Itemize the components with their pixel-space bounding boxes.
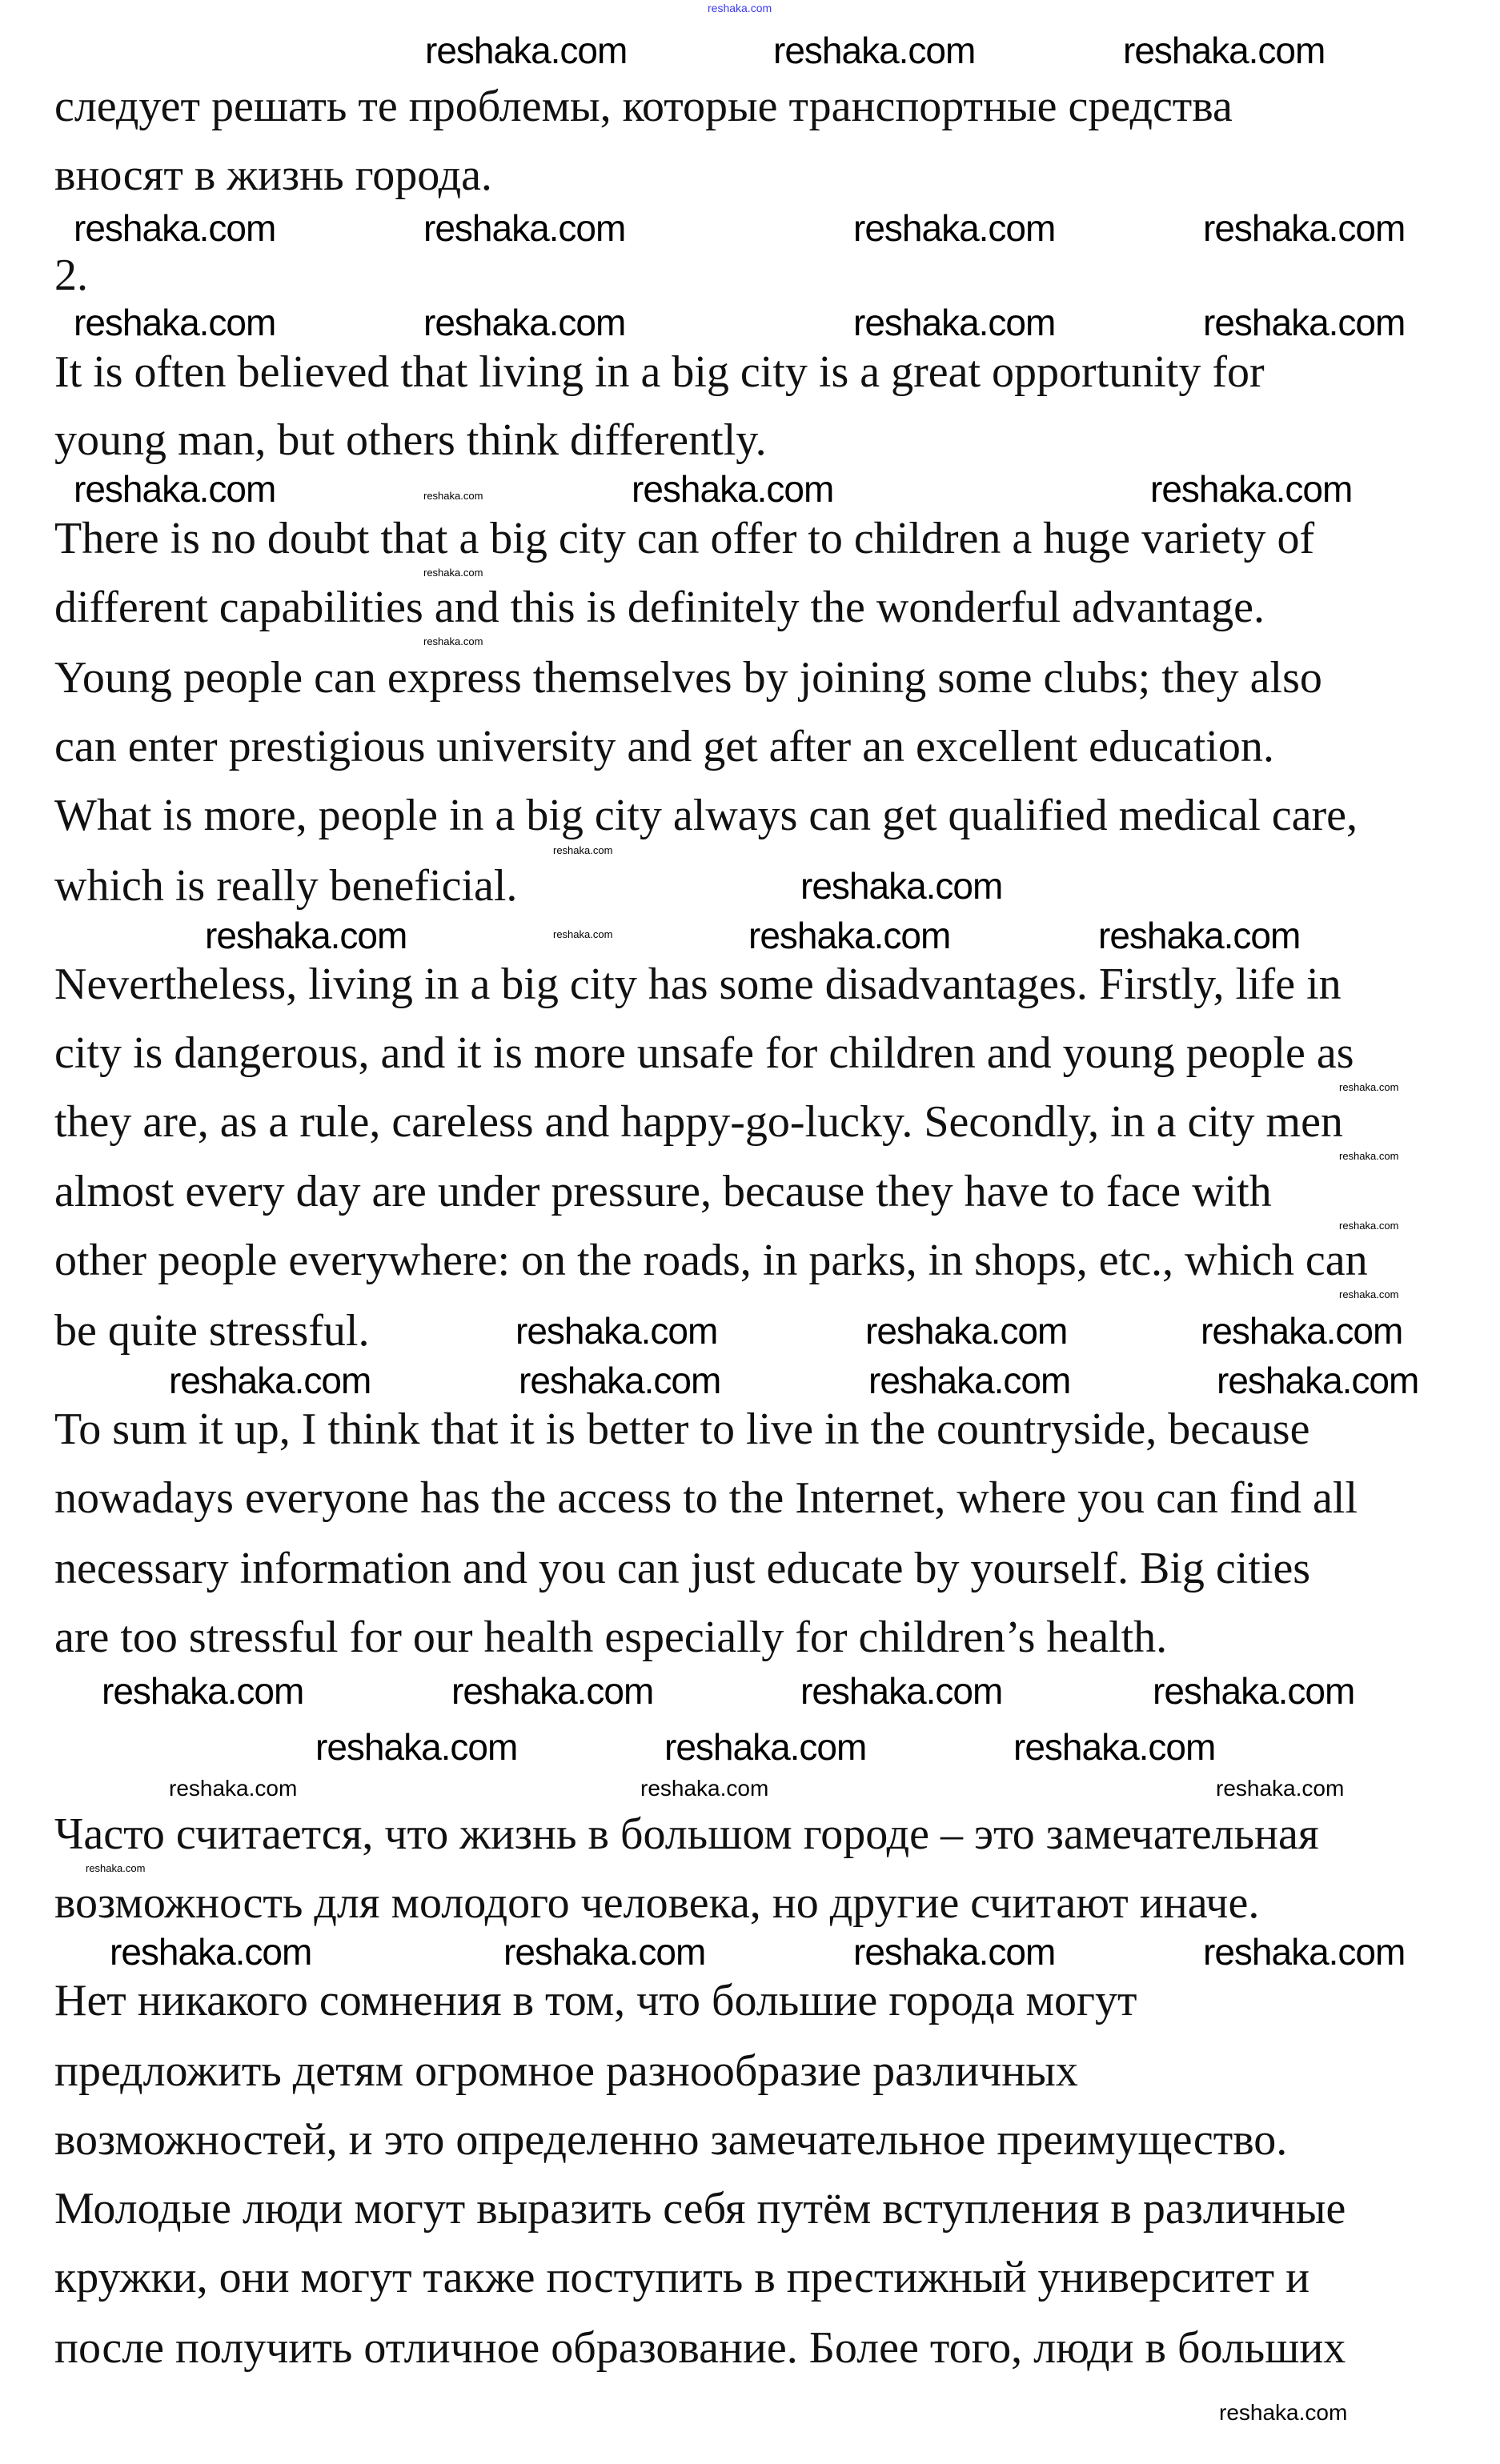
text-line: после получить отличное образование. Более того, люди в больших xyxy=(54,2323,1346,2373)
text-line: other people everywhere: on the roads, in parks, in shops, etc., which can xyxy=(54,1236,1368,1285)
text-line: возможностей, и это определенно замечательное преимущество. xyxy=(54,2115,1288,2165)
watermark: reshaka.com xyxy=(169,1776,298,1801)
watermark: reshaka.com xyxy=(503,1931,706,1973)
text-line: Нет никакого сомнения в том, что большие города могут xyxy=(54,1976,1137,2025)
watermark: reshaka.com xyxy=(1203,1931,1406,1973)
text-line: There is no doubt that a big city can offer to children a huge variety of xyxy=(54,514,1315,563)
text-line: can enter prestigious university and get after an excellent education. xyxy=(54,722,1274,771)
watermark: reshaka.com xyxy=(1219,2400,1348,2425)
watermark: reshaka.com xyxy=(1201,1310,1403,1352)
text-line: which is really beneficial. xyxy=(54,861,518,911)
header-watermark: reshaka.com xyxy=(708,2,772,14)
watermark: reshaka.com xyxy=(102,1670,304,1712)
text-line: different capabilities and this is definitely the wonderful advantage. xyxy=(54,583,1265,632)
text-line: city is dangerous, and it is more unsafe for children and young people as xyxy=(54,1028,1354,1078)
watermark: reshaka.com xyxy=(423,490,483,502)
watermark: reshaka.com xyxy=(515,1310,718,1352)
watermark: reshaka.com xyxy=(74,207,276,249)
watermark: reshaka.com xyxy=(1203,302,1406,343)
watermark: reshaka.com xyxy=(1216,1776,1345,1801)
text-line: Молодые люди могут выразить себя путём вступления в различные xyxy=(54,2184,1346,2234)
watermark: reshaka.com xyxy=(853,1931,1056,1973)
text-line: Часто считается, что жизнь в большом городе – это замечательная xyxy=(54,1809,1319,1859)
text-line: nowadays everyone has the access to the Internet, where you can find all xyxy=(54,1473,1358,1523)
watermark: reshaka.com xyxy=(553,844,613,856)
watermark: reshaka.com xyxy=(1123,30,1326,71)
watermark: reshaka.com xyxy=(853,302,1056,343)
text-line: be quite stressful. xyxy=(54,1306,370,1356)
watermark: reshaka.com xyxy=(748,915,951,956)
watermark: reshaka.com xyxy=(423,635,483,647)
watermark: reshaka.com xyxy=(640,1776,769,1801)
text-line: necessary information and you can just educate by yourself. Big cities xyxy=(54,1544,1311,1593)
watermark: reshaka.com xyxy=(1217,1360,1419,1401)
watermark: reshaka.com xyxy=(74,468,276,510)
watermark: reshaka.com xyxy=(1339,1150,1399,1162)
text-line: вносят в жизнь города. xyxy=(54,150,492,200)
text-line: предложить детям огромное разнообразие различных xyxy=(54,2046,1078,2096)
watermark: reshaka.com xyxy=(425,30,628,71)
text-line: Young people can express themselves by joining some clubs; they also xyxy=(54,653,1322,703)
section-number: 2. xyxy=(54,250,88,300)
text-line: Nevertheless, living in a big city has some disadvantages. Firstly, life in xyxy=(54,960,1342,1009)
watermark: reshaka.com xyxy=(423,302,626,343)
text-line: It is often believed that living in a big city is a great opportunity for xyxy=(54,347,1265,397)
watermark: reshaka.com xyxy=(1339,1081,1399,1093)
text-line: almost every day are under pressure, because they have to face with xyxy=(54,1167,1272,1216)
watermark: reshaka.com xyxy=(1339,1220,1399,1232)
watermark: reshaka.com xyxy=(1203,207,1406,249)
watermark: reshaka.com xyxy=(1339,1288,1399,1300)
watermark: reshaka.com xyxy=(1013,1726,1216,1768)
watermark: reshaka.com xyxy=(800,1670,1003,1712)
watermark: reshaka.com xyxy=(315,1726,518,1768)
watermark: reshaka.com xyxy=(110,1931,312,1973)
watermark: reshaka.com xyxy=(865,1310,1068,1352)
text-line: To sum it up, I think that it is better to live in the countryside, because xyxy=(54,1404,1310,1454)
watermark: reshaka.com xyxy=(423,207,626,249)
watermark: reshaka.com xyxy=(423,567,483,579)
watermark: reshaka.com xyxy=(451,1670,654,1712)
text-line: следует решать те проблемы, которые транспортные средства xyxy=(54,82,1233,131)
watermark: reshaka.com xyxy=(664,1726,867,1768)
watermark: reshaka.com xyxy=(519,1360,721,1401)
watermark: reshaka.com xyxy=(773,30,976,71)
text-line: young man, but others think differently. xyxy=(54,415,767,465)
watermark: reshaka.com xyxy=(1153,1670,1355,1712)
watermark: reshaka.com xyxy=(553,928,613,940)
text-line: What is more, people in a big city always can get qualified medical care, xyxy=(54,791,1358,840)
watermark: reshaka.com xyxy=(853,207,1056,249)
watermark: reshaka.com xyxy=(86,1862,146,1874)
text-line: they are, as a rule, careless and happy-go-lucky. Secondly, in a city men xyxy=(54,1097,1343,1147)
watermark: reshaka.com xyxy=(1150,468,1353,510)
watermark: reshaka.com xyxy=(800,865,1003,907)
watermark: reshaka.com xyxy=(632,468,834,510)
watermark: reshaka.com xyxy=(205,915,407,956)
watermark: reshaka.com xyxy=(169,1360,371,1401)
watermark: reshaka.com xyxy=(1098,915,1301,956)
watermark: reshaka.com xyxy=(868,1360,1071,1401)
text-line: are too stressful for our health especially for children’s health. xyxy=(54,1613,1168,1662)
watermark: reshaka.com xyxy=(74,302,276,343)
text-line: кружки, они могут также поступить в престижный университет и xyxy=(54,2253,1310,2302)
text-line: возможность для молодого человека, но другие считают иначе. xyxy=(54,1878,1260,1928)
